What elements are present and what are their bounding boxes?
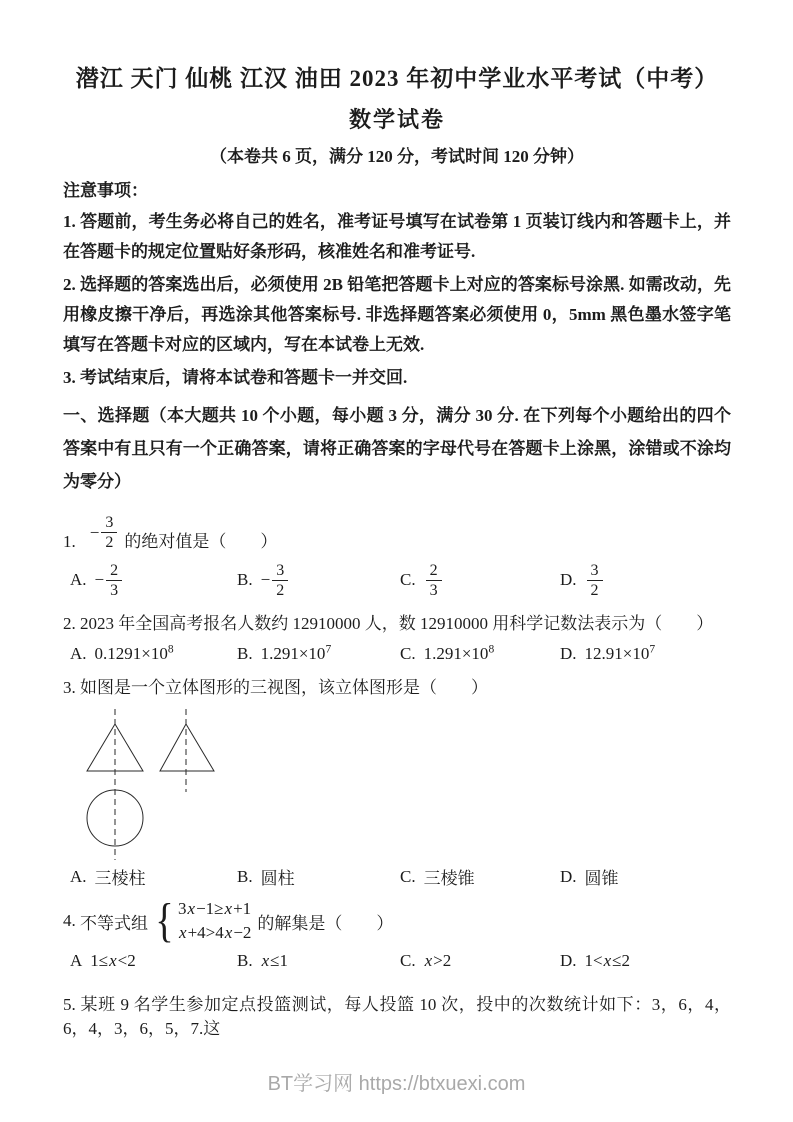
fraction (426, 561, 442, 600)
option-label: B. (237, 866, 253, 886)
option-value: 1<x≤2 (584, 951, 631, 970)
question-1 (63, 506, 731, 552)
fraction-numerator: 3 (272, 561, 288, 581)
question-4-suffix: 的解集是（ ） (257, 913, 394, 933)
paper-info-line: （本卷共 6 页，满分 120 分，考试时间 120 分钟） (210, 147, 584, 166)
question-2-option-c (400, 644, 560, 664)
question-1-fraction (90, 513, 118, 552)
fraction (272, 561, 288, 600)
notice-item-2: 2. 选择题的答案选出后，必须使用 2B 铅笔把答题卡上对应的答案标号涂黑. 如需改动，先用橡皮擦干净后，再选涂其他答案标号. 非选择题答案必须使用 0，5mm 黑色墨水签字笔填写在答题卡对应的区域内，写在本试卷上无效. (63, 275, 731, 354)
option-label: B. (237, 570, 253, 589)
page-title: 潜江 天门 仙桃 江汉 油田 2023 年初中学业水平考试（中考） (75, 66, 719, 91)
option-value: $1.291\times 10^8$ (423, 643, 495, 663)
question-4 (63, 894, 731, 947)
question-4-option-a (70, 951, 237, 971)
question-5: 5. 某班 9 名学生参加定点投篮测试，每人投篮 10 次，投中的次数统计如下：3，6，4，6，4，3，6，5，7.这 (63, 995, 731, 1038)
fraction-sign: − (260, 570, 271, 589)
option-text: 圆柱 (260, 869, 295, 888)
question-1-option-c (400, 561, 560, 600)
option-label: A (70, 951, 83, 970)
inequality-line-2: x+4>4x−2 (179, 923, 252, 942)
notice-item-3: 3. 考试结束后，请将本试卷和答题卡一并交回. (63, 368, 408, 387)
fraction (106, 561, 122, 600)
option-value: $0.1291\times 10^8$ (94, 643, 174, 663)
question-2-options (63, 644, 731, 664)
fraction-denominator: 3 (110, 581, 119, 599)
option-text: 三棱柱 (94, 869, 146, 888)
question-1-number: 1. (63, 532, 76, 551)
option-text: 三棱锥 (423, 869, 475, 888)
option-label: A. (70, 644, 87, 663)
question-4-options (63, 951, 731, 971)
exponent: 8 (488, 643, 495, 656)
option-text: 圆锥 (584, 869, 619, 888)
option-label: B. (237, 644, 253, 663)
system-brace: { (155, 894, 174, 947)
question-4-option-d (560, 951, 731, 971)
fraction-numerator: 3 (101, 513, 117, 533)
fraction-denominator: 2 (105, 534, 114, 551)
option-fraction (424, 561, 442, 600)
section-1-heading: 一、选择题（本大题共 10 个小题，每小题 3 分，满分 30 分. 在下列每个小题给出的四个答案中有且只有一个正确答案，请将正确答案的字母代号在答题卡上涂黑，涂错或不涂均为零分） (63, 406, 731, 491)
question-2: 2. 2023 年全国高考报名人数约 12910000 人，数 12910000 用科学记数法表示为（ ） (63, 614, 714, 633)
fraction-sign: − (94, 570, 105, 589)
option-value: 1≤x<2 (90, 951, 136, 970)
option-value: $1.291\times 10^7$ (260, 643, 332, 663)
question-1-text: 的绝对值是（ ） (124, 532, 278, 551)
option-value: $12.91\times 10^7$ (584, 643, 656, 663)
question-4-option-c (400, 951, 560, 971)
question-3-option-a (70, 864, 237, 889)
option-label: C. (400, 644, 416, 663)
option-fraction (95, 561, 123, 600)
option-label: A. (70, 570, 87, 589)
question-1-option-b (237, 561, 400, 600)
question-1-option-a (70, 561, 237, 600)
watermark-footer: BT学习网 https://btxuexi.com (267, 1073, 526, 1095)
question-4-prefix: 不等式组 (80, 913, 148, 933)
question-3-options (63, 864, 731, 889)
question-4-option-b (237, 951, 400, 971)
fraction-numerator: 3 (587, 561, 603, 581)
question-3-option-c (400, 864, 560, 889)
question-2-option-a (70, 644, 237, 664)
exponent: 8 (167, 643, 174, 656)
three-views-figure (75, 704, 240, 862)
side-view-triangle (160, 724, 214, 771)
fraction (587, 561, 603, 600)
exponent: 7 (325, 643, 332, 656)
question-3-option-d (560, 864, 731, 889)
question-1-options (63, 558, 731, 602)
option-label: D. (560, 644, 577, 663)
option-label: D. (560, 951, 577, 970)
option-label: D. (560, 866, 577, 886)
option-label: A. (70, 866, 87, 886)
option-label: C. (400, 866, 416, 886)
question-2-option-b (237, 644, 400, 664)
option-value: x≤1 (261, 951, 288, 970)
inequality-system (178, 899, 251, 943)
option-value: x>2 (424, 951, 452, 970)
option-fraction (585, 561, 603, 600)
inequality-line-1: 3x−1≥x+1 (178, 899, 252, 918)
notice-item-1: 1. 答题前，考生务必将自己的姓名，准考证号填写在试卷第 1 页装订线内和答题卡上，并在答题卡的规定位置贴好条形码，核准姓名和准考证号. (63, 212, 731, 261)
question-3-option-b (237, 864, 400, 889)
paper-subtitle: 数学试卷 (348, 107, 445, 132)
option-fraction (261, 561, 289, 600)
question-4-number: 4. (63, 911, 76, 930)
top-view-circle (87, 790, 143, 846)
option-label: C. (400, 951, 416, 970)
fraction-sign: − (89, 522, 100, 542)
fraction-denominator: 2 (276, 581, 285, 599)
exponent: 7 (649, 643, 656, 656)
fraction-denominator: 2 (590, 581, 599, 599)
notices-heading: 注意事项： (63, 181, 148, 200)
fraction-numerator: 2 (106, 561, 122, 581)
option-label: C. (400, 570, 416, 589)
fraction (101, 513, 117, 552)
question-1-option-d (560, 561, 731, 600)
option-label: D. (560, 570, 577, 589)
question-2-option-d (560, 644, 731, 664)
question-3: 3. 如图是一个立体图形的三视图，该立体图形是（ ） (63, 678, 488, 697)
option-label: B. (237, 951, 253, 970)
fraction-denominator: 3 (429, 581, 438, 599)
fraction-numerator: 2 (426, 561, 442, 581)
